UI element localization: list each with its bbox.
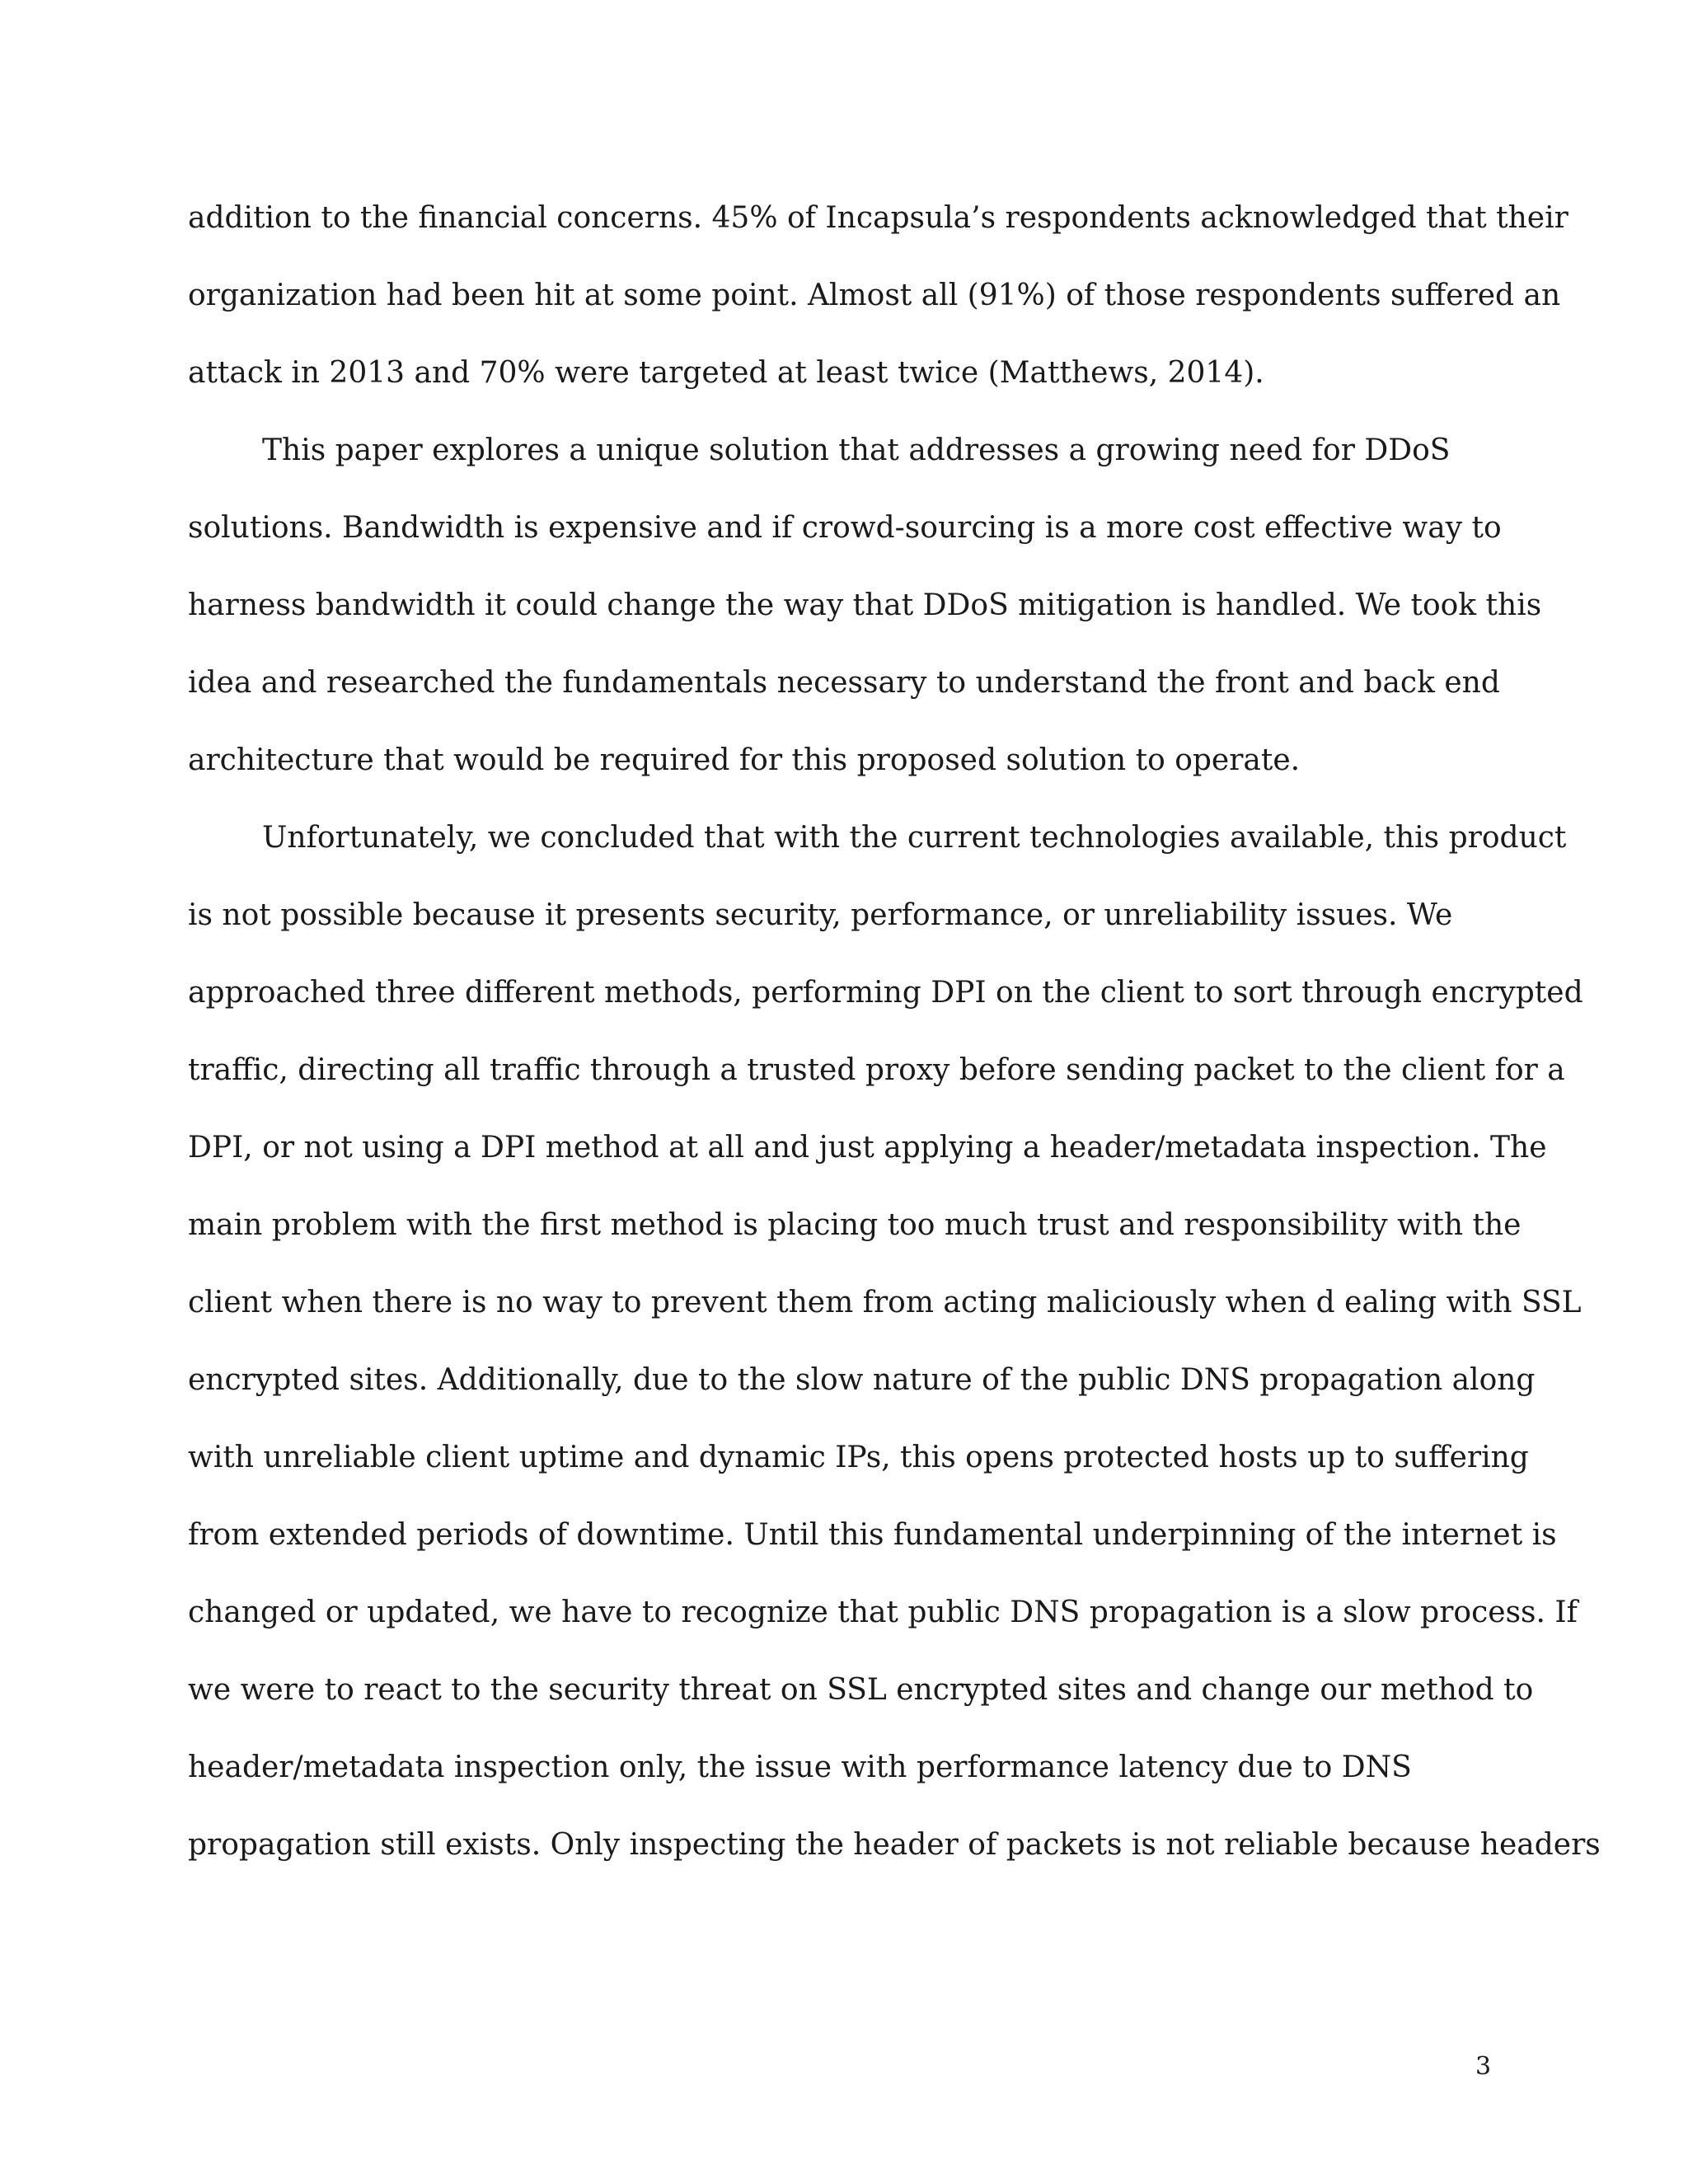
text-line: organization had been hit at some point. Almost all (91%) of those respondents suffered an (188, 279, 1561, 312)
paragraph-start-line: Unfortunately, we concluded that with the current technologies available, this product (262, 821, 1567, 855)
body-text (188, 180, 1601, 1884)
text-line: encrypted sites. Additionally, due to the slow nature of the public DNS propagation along (188, 1363, 1536, 1397)
page-number: 3 (1475, 2052, 1492, 2081)
text-line: client when there is no way to prevent them from acting maliciously when d ealing with SSL (188, 1286, 1582, 1319)
text-line: main problem with the first method is placing too much trust and responsibility with the (188, 1208, 1522, 1242)
paragraph-start-line: This paper explores a unique solution that addresses a growing need for DDoS (262, 434, 1451, 467)
text-line: approached three different methods, performing DPI on the client to sort through encrypted (188, 976, 1583, 1010)
text-line: solutions. Bandwidth is expensive and if crowd-sourcing is a more cost effective way to (188, 511, 1502, 545)
text-line: architecture that would be required for this proposed solution to operate. (188, 743, 1301, 777)
text-line: from extended periods of downtime. Until this fundamental underpinning of the internet is (188, 1518, 1557, 1552)
text-line: is not possible because it presents security, performance, or unreliability issues. We (188, 898, 1453, 932)
text-line: propagation still exists. Only inspecting the header of packets is not reliable because headers (188, 1828, 1601, 1862)
text-line: attack in 2013 and 70% were targeted at least twice (Matthews, 2014). (188, 356, 1264, 390)
text-line: DPI, or not using a DPI method at all and just applying a header/metadata inspection. The (188, 1131, 1547, 1165)
text-line: harness bandwidth it could change the way that DDoS mitigation is handled. We took this (188, 588, 1542, 622)
text-line: header/metadata inspection only, the issue with performance latency due to DNS (188, 1750, 1412, 1784)
text-line: with unreliable client uptime and dynamic IPs, this opens protected hosts up to suffering (188, 1441, 1529, 1474)
text-line: changed or updated, we have to recognize that public DNS propagation is a slow process. If (188, 1596, 1578, 1629)
text-line: we were to react to the security threat on SSL encrypted sites and change our method to (188, 1673, 1534, 1707)
text-line: idea and researched the fundamentals necessary to understand the front and back end (188, 666, 1500, 700)
text-line: traffic, directing all traffic through a trusted proxy before sending packet to the client for a (188, 1053, 1565, 1087)
text-line: addition to the financial concerns. 45% of Incapsula’s respondents acknowledged that their (188, 201, 1568, 235)
